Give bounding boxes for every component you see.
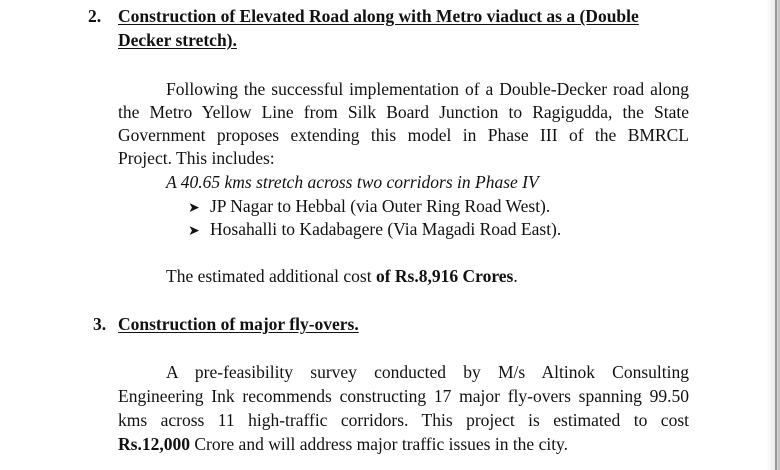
- page-edge-line: [775, 0, 777, 470]
- flyover-cost-amount: Rs.12,000: [118, 434, 190, 454]
- estimated-cost-prefix: The estimated additional cost: [166, 266, 376, 286]
- flyover-cost-rest: Crore and will address major traffic issues in the city.: [189, 434, 569, 454]
- phase-iv-stretch-line: A 40.65 kms stretch across two corridors in Phase IV: [166, 172, 539, 192]
- section-3-heading: Construction of major fly-overs.: [118, 314, 359, 334]
- estimated-cost-line: [166, 266, 518, 287]
- section-2-paragraph-line: Project. This includes:: [118, 148, 275, 168]
- arrow-bullet-icon: ➤: [188, 224, 200, 239]
- section-3-number: 3.: [93, 314, 107, 334]
- arrow-bullet-icon: ➤: [188, 201, 200, 216]
- estimated-cost-amount: of Rs.8,916 Crores: [375, 266, 514, 286]
- section-2-paragraph-line: Following the successful implementation of a Double-Decker road along: [166, 79, 689, 99]
- bullet-item: [188, 219, 561, 240]
- section-2-paragraph-line: the Metro Yellow Line from Silk Board Junction to Ragigudda, the State: [118, 102, 689, 122]
- section-2-paragraph-line: Government proposes extending this model in Phase III of the BMRCL: [118, 125, 689, 145]
- page-edge-shadow: [766, 0, 780, 470]
- section-3-paragraph-line: A pre-feasibility survey conducted by M/s Altinok Consulting: [166, 362, 689, 382]
- section-2-heading-line-2: Decker stretch).: [118, 30, 237, 50]
- bullet-item-text: JP Nagar to Hebbal (via Outer Ring Road West).: [210, 196, 551, 216]
- section-2-heading-line-1: Construction of Elevated Road along with Metro viaduct as a (Double: [118, 6, 639, 26]
- bullet-item-text: Hosahalli to Kadabagere (Via Magadi Road East).: [210, 219, 562, 239]
- section-2-number: 2.: [88, 6, 102, 26]
- section-3-paragraph-line: kms across 11 high-traffic corridors. This project is estimated to cost: [118, 410, 689, 430]
- bullet-item: [188, 196, 550, 217]
- estimated-cost-suffix: .: [513, 266, 518, 286]
- section-3-paragraph-line: Engineering Ink recommends constructing 17 major fly-overs spanning 99.50: [118, 386, 689, 406]
- section-3-last-line: [118, 434, 568, 455]
